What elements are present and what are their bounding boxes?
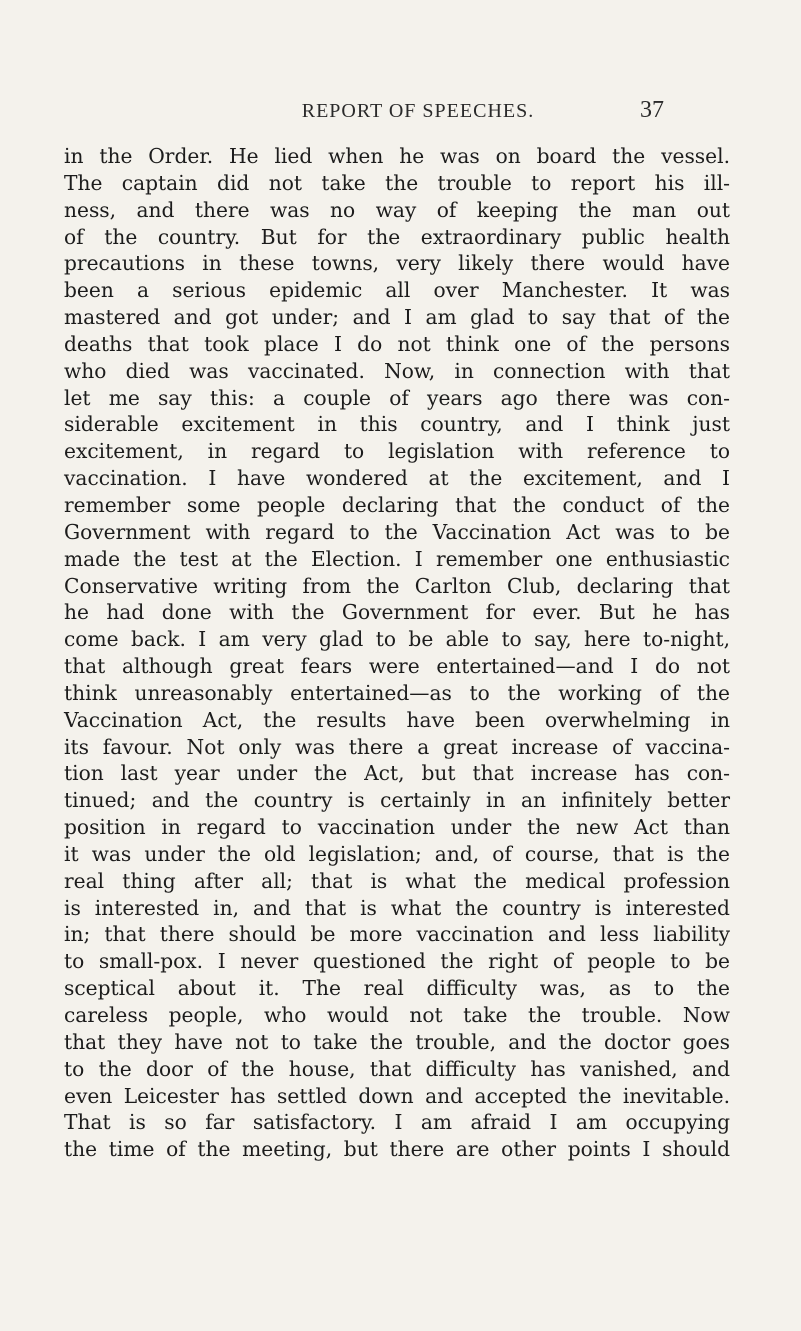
text-line: ness, and there was no way of keeping the man out [64,197,730,222]
body-text [64,143,730,1163]
text-line: its favour. Not only was there a great increase of vaccina- [64,734,730,759]
text-line: in; that there should be more vaccination and less liability [64,922,730,947]
text-line: Conservative writing from the Carlton Club, declaring that [64,573,730,598]
text-line: The captain did not take the trouble to report his ill- [64,170,730,195]
text-line: sceptical about it. The real difficulty was, as to the [64,976,730,1001]
page-number: 37 [640,97,664,123]
text-line: Vaccination Act, the results have been overwhelming in [64,707,730,732]
text-line: in the Order. He lied when he was on board the vessel. [64,144,730,168]
text-line: the time of the meeting, but there are other points I should [64,1137,730,1162]
text-line: who died was vaccinated. Now, in connection with that [64,358,730,383]
text-line: he had done with the Government for ever. But he has [64,600,730,625]
text-line: careless people, who would not take the trouble. Now [64,1003,730,1027]
text-line: Government with regard to the Vaccination Act was to be [64,519,730,544]
text-line: to the door of the house, that difficulty has vanished, and [64,1056,730,1081]
text-line: tinued; and the country is certainly in an infinitely better [64,788,730,813]
text-line: deaths that took place I do not think one of the persons [64,331,730,356]
text-line: excitement, in regard to legislation with reference to [64,439,730,464]
text-line: it was under the old legislation; and, of course, that is the [64,841,730,866]
text-line: to small-pox. I never questioned the right of people to be [64,949,730,974]
text-line: that although great fears were entertained—and I do not [64,654,730,679]
text-line: that they have not to take the trouble, and the doctor goes [64,1029,730,1054]
text-line: even Leicester has settled down and accepted the inevitable. [64,1083,730,1108]
text-line: been a serious epidemic all over Manchester. It was [64,278,730,303]
text-line: position in regard to vaccination under the new Act than [64,815,730,840]
text-line: That is so far satisfactory. I am afraid I am occupying [64,1110,730,1135]
text-line: precautions in these towns, very likely there would have [64,251,730,276]
text-line: of the country. But for the extraordinary public health [64,224,730,249]
text-line: let me say this: a couple of years ago there was con- [64,385,730,410]
text-line: come back. I am very glad to be able to say, here to-night, [64,627,730,652]
text-line: siderable excitement in this country, and I think just [64,412,730,437]
text-line: think unreasonably entertained—as to the working of the [64,680,730,705]
text-line: mastered and got under; and I am glad to say that of the [64,305,730,330]
text-line: vaccination. I have wondered at the excitement, and I [64,466,730,491]
text-line: tion last year under the Act, but that increase has con- [64,761,730,786]
text-line: real thing after all; that is what the medical profession [64,868,730,893]
text-line: is interested in, and that is what the country is interested [64,895,730,920]
text-line: made the test at the Election. I remember one enthusiastic [64,546,730,571]
text-line: remember some people declaring that the conduct of the [64,492,730,517]
running-title: REPORT OF SPEECHES. [301,100,535,122]
